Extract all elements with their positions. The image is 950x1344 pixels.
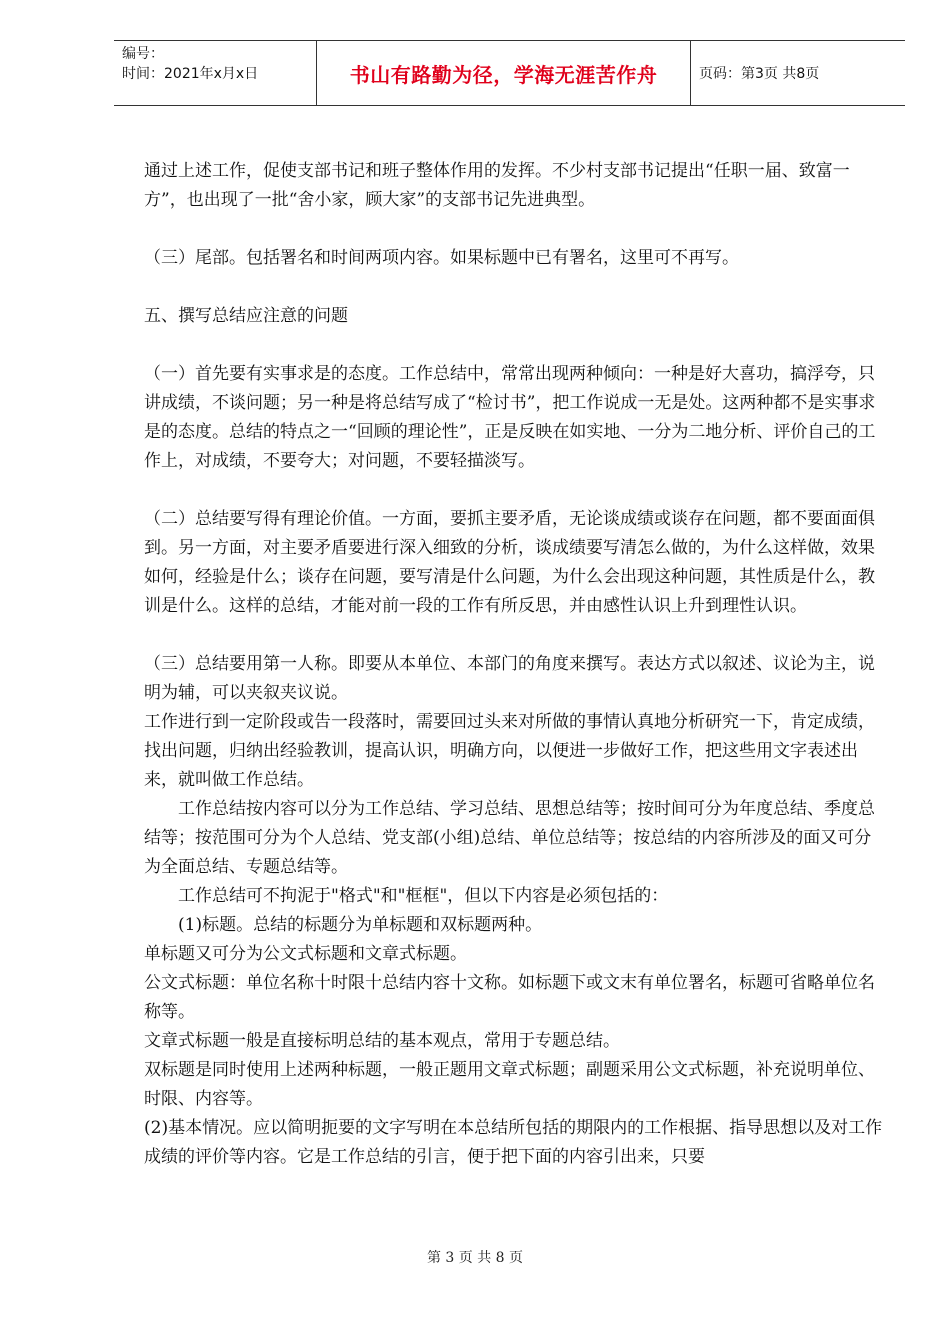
paragraph: 工作总结按内容可以分为工作总结、学习总结、思想总结等；按时间可分为年度总结、季度总结等；按范围可分为个人总结、党支部(小组)总结、单位总结等；按总结的内容所涉及的面又可分为全面总结、专题总结等。	[144, 799, 875, 877]
header-meta	[114, 41, 317, 105]
paragraph: （一）首先要有实事求是的态度。工作总结中，常常出现两种倾向：一种是好大喜功，搞浮夸，只讲成绩，不谈问题；另一种是将总结写成了“检讨书”，把工作说成一无是处。这两种都不是实事求是的态度。总结的特点之一“回顾的理论性”，正是反映在如实地、一分为二地分析、评价自己的工作上，对成绩，不要夸大；对问题，不要轻描淡写。	[144, 364, 876, 471]
paragraph: 文章式标题一般是直接标明总结的基本观点，常用于专题总结。	[144, 1031, 620, 1051]
paragraph: 工作总结可不拘泥于"格式"和"框框"，但以下内容是必须包括的：	[178, 886, 669, 906]
paragraph: 工作进行到一定阶段或告一段落时，需要回过头来对所做的事情认真地分析研究一下，肯定成绩，找出问题，归纳出经验教训，提高认识，明确方向，以便进一步做好工作，把这些用文字表述出来，就叫做工作总结。	[144, 712, 875, 790]
page-header	[114, 40, 905, 106]
paragraph: 公文式标题：单位名称十时限十总结内容十文称。如标题下或文末有单位署名，标题可省略单位名称等。	[144, 973, 875, 1022]
header-motto: 书山有路勤为径，学海无涯苦作舟	[317, 41, 691, 105]
document-date: 时间：2021年x月x日	[122, 66, 259, 82]
paragraph: （二）总结要写得有理论价值。一方面，要抓主要矛盾，无论谈成绩或谈存在问题，都不要面面俱到。另一方面，对主要矛盾要进行深入细致的分析，谈成绩要写清怎么做的，为什么这样做，效果如何，经验是什么；谈存在问题，要写清是什么问题，为什么会出现这种问题，其性质是什么，教训是什么。这样的总结，才能对前一段的工作有所反思，并由感性认识上升到理性认识。	[144, 509, 875, 616]
paragraph: （三）尾部。包括署名和时间两项内容。如果标题中已有署名，这里可不再写。	[144, 248, 739, 268]
page-footer: 第 3 页 共 8 页	[426, 1250, 524, 1266]
header-page-number: 页码：第3页 共8页	[699, 66, 820, 82]
paragraph: (1)标题。总结的标题分为单标题和双标题两种。	[178, 915, 543, 935]
paragraph: （三）总结要用第一人称。即要从本单位、本部门的角度来撰写。表达方式以叙述、议论为主，说明为辅，可以夹叙夹议说。	[144, 654, 875, 703]
paragraph: (2)基本情况。应以简明扼要的文字写明在本总结所包括的期限内的工作根据、指导思想以及对工作成绩的评价等内容。它是工作总结的引言，便于把下面的内容引出来，只要	[144, 1118, 883, 1167]
document-number-label: 编号：	[122, 46, 164, 62]
section-heading: 五、撰写总结应注意的问题	[144, 306, 348, 326]
paragraph: 单标题又可分为公文式标题和文章式标题。	[144, 944, 467, 964]
paragraph: 通过上述工作，促使支部书记和班子整体作用的发挥。不少村支部书记提出“任职一届、致富一方”，也出现了一批“舍小家，顾大家”的支部书记先进典型。	[144, 161, 850, 210]
document-body	[144, 157, 884, 1172]
paragraph: 双标题是同时使用上述两种标题，一般正题用文章式标题；副题采用公文式标题，补充说明单位、时限、内容等。	[144, 1060, 875, 1109]
